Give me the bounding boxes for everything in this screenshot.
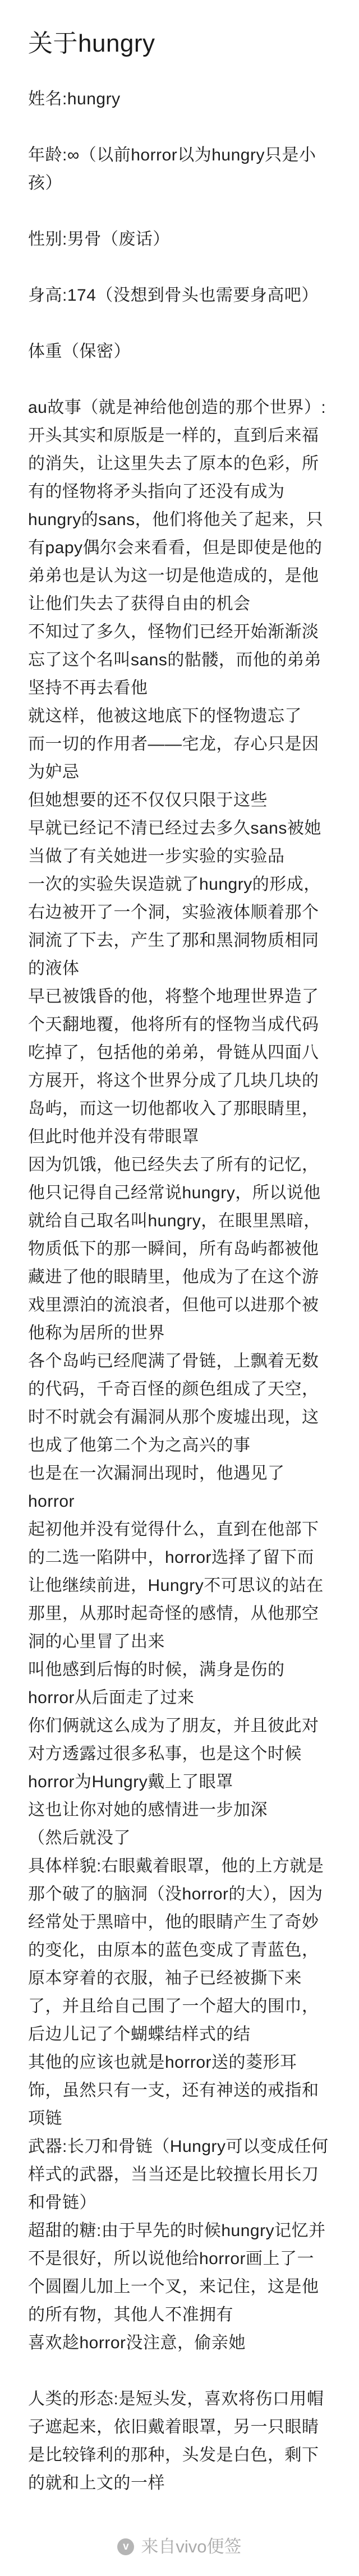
story-paragraph: 早就已经记不清已经过去多久sans被她当做了有关她进一步实验的实验品 <box>28 819 321 866</box>
story-paragraph: 因为饥饿，他已经失去了所有的记忆，他只记得自己经常说hungry，所以说他就给自己取名叫hungry，在眼里黑暗，物质低下的那一瞬间，所有岛屿都被他藏进了他的眼睛里，他成为了在这个游戏里漂泊的流浪者，但他可以进那个被他称为居所的世界 <box>28 1156 321 1342</box>
story-paragraph: 具体样貌:右眼戴着眼罩，他的上方就是那个破了的脑洞（没horror的大），因为经常处于黑暗中，他的眼睛产生了奇妙的变化，由原本的蓝色变成了青蓝色， <box>28 1857 324 1959</box>
story-paragraph: 一次的实验失误造就了hungry的形成，右边被开了一个洞，实验液体顺着那个洞流了下去，产生了那和黑洞物质相同的液体 <box>28 875 321 978</box>
story-paragraph: 你们俩就这么成为了朋友，并且彼此对对方透露过很多私事，也是这个时候horror为Hungry戴上了眼罩 <box>28 1717 319 1791</box>
human-form-paragraph: 人类的形态:是短头发，喜欢将伤口用帽子遮起来，依旧戴着眼罩，另一只眼睛是比较锋利的那种，头发是白色，剩下的就和上文的一样 <box>28 2390 324 2492</box>
story-paragraph: 但她想要的还不仅仅只限于这些 <box>28 791 268 809</box>
footer-source-label: 来自vivo便签 <box>141 2537 242 2556</box>
story-paragraph: 这也让你对她的感情进一步加深 <box>28 1801 268 1819</box>
profile-field-name: 姓名:hungry <box>28 90 121 108</box>
story-paragraph: 也是在一次漏洞出现时，他遇见了horror <box>28 1464 285 1511</box>
story-paragraph: 其他的应该也就是horror送的菱形耳饰，虽然只有一支，还有神送的戒指和项链 <box>28 2053 319 2128</box>
story-paragraph: 原本穿着的衣服，袖子已经被撕下来了，并且给自己围了一个超大的围巾，后边儿记了个蝴蝶结样式的结 <box>28 1969 319 2044</box>
story-paragraph: 各个岛屿已经爬满了骨链，上飘着无数的代码，千奇百怪的颜色组成了天空，时不时就会有漏洞从那个废墟出现，这也成了他第二个为之高兴的事 <box>28 1352 319 1455</box>
profile-field-gender: 性别:男骨（废话） <box>28 230 170 249</box>
story-paragraph: 不知过了多久，怪物们已经开始渐渐淡忘了这个名叫sans的骷髅，而他的弟弟坚持不再去看他 <box>28 623 321 697</box>
story-paragraph: 超甜的糖:由于早先的时候hungry记忆并不是很好，所以说他给horror画上了一个圆圈儿加上一个叉，来记住，这是他的所有物，其他人不准拥有 <box>28 2221 326 2324</box>
story-paragraph: （然后就没了 <box>28 1829 131 1847</box>
profile-field-age: 年龄:∞（以前horror以为hungry只是小孩） <box>28 146 316 192</box>
story-paragraph: 而一切的作用者——宅龙，存心只是因为妒忌 <box>28 735 319 781</box>
story-paragraph: 起初他并没有觉得什么，直到在他部下的二选一陷阱中，horror选择了留下而让他继续前进，Hungry不可思议的站在那里，从那时起奇怪的感情，从他那空洞的心里冒了出来 <box>28 1520 324 1651</box>
story-paragraph: 叫他感到后悔的时候，满身是伤的horror从后面走了过来 <box>28 1660 285 1707</box>
story-paragraph: 就这样，他被这地底下的怪物遗忘了 <box>28 707 302 725</box>
vivo-badge-icon: v <box>117 2538 134 2555</box>
profile-field-height: 身高:174（没想到骨头也需要身高吧） <box>28 286 319 305</box>
story-paragraph: 武器:长刀和骨链（Hungry可以变成任何样式的武器，当当还是比较擅长用长刀和骨链） <box>28 2137 329 2212</box>
story-section <box>28 394 331 2497</box>
profile-section <box>28 85 331 366</box>
footer <box>0 2537 359 2557</box>
story-paragraph: 喜欢趁horror没注意，偷亲她 <box>28 2334 246 2352</box>
story-paragraph: 早已被饿昏的他，将整个地理世界造了个天翻地覆，他将所有的怪物当成代码吃掉了，包括他的弟弟，骨链从四面八方展开，将这个世界分成了几块几块的岛屿，而这一切他都收入了那眼睛里，但此时他并没有带眼罩 <box>28 987 319 1146</box>
story-paragraph: au故事（就是神给他创造的那个世界）:开头其实和原版是一样的，直到后来福的消失，让这里失去了原本的色彩，所有的怪物将矛头指向了还没有成为hungry的sans，他们将他关了起来，只有papy偶尔会来看看，但是即使是他的弟弟也是认为这一切是他造成的，是他让他们失去了获得自由的机会 <box>28 398 326 613</box>
page-title: 关于hungry <box>28 30 155 57</box>
profile-field-weight: 体重（保密） <box>28 342 131 361</box>
